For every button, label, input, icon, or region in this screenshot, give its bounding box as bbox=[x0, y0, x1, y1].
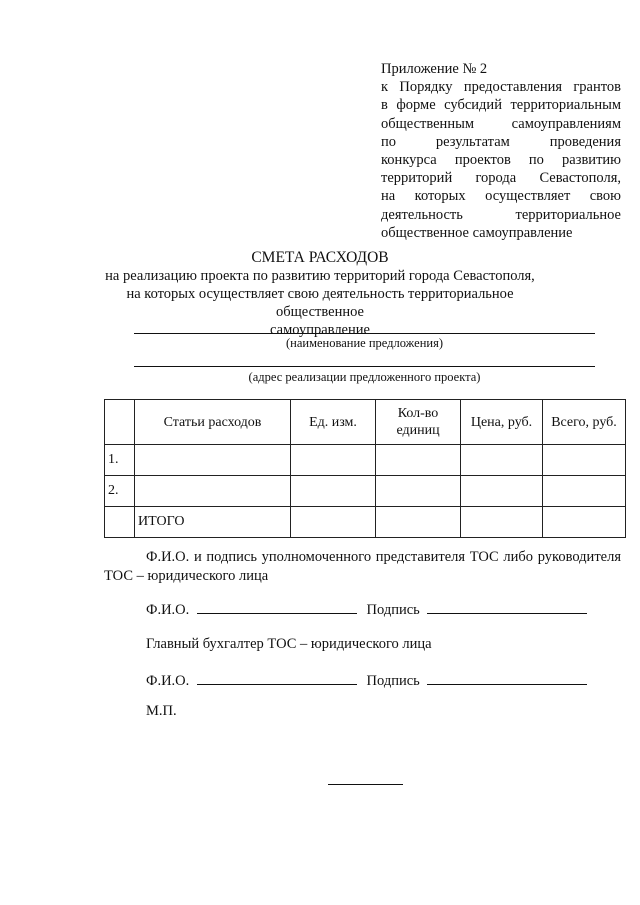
appendix-line: конкурса проектов по развитию bbox=[381, 152, 621, 169]
table-row bbox=[105, 445, 626, 476]
appendix-line: по результатам проведения bbox=[381, 133, 621, 150]
appendix-line: на которых осуществляет свою bbox=[381, 188, 621, 205]
table-cell[interactable] bbox=[135, 445, 291, 476]
table-cell[interactable] bbox=[376, 445, 461, 476]
table-cell[interactable] bbox=[461, 507, 543, 538]
appendix-line: общественным самоуправлениям bbox=[381, 115, 621, 132]
accountant-signature-row bbox=[146, 671, 587, 690]
signature-label: Подпись bbox=[366, 602, 420, 618]
signature-label: Подпись bbox=[366, 673, 420, 689]
total-label: ИТОГО bbox=[135, 507, 291, 538]
table-cell[interactable] bbox=[135, 476, 291, 507]
appendix-header bbox=[381, 60, 621, 242]
appendix-line: деятельность территориальное bbox=[381, 206, 621, 223]
table-cell[interactable] bbox=[543, 507, 626, 538]
column-header-total: Всего, руб. bbox=[543, 400, 626, 445]
title-line: на реализацию проекта по развитию территорий города Севастополя, bbox=[105, 268, 535, 284]
row-number bbox=[105, 507, 135, 538]
title-line: на которых осуществляет свою деятельность территориальное общественное bbox=[126, 286, 514, 320]
table-cell[interactable] bbox=[461, 445, 543, 476]
table-total-row bbox=[105, 507, 626, 538]
appendix-line: территорий города Севастополя, bbox=[381, 170, 621, 187]
accountant-label: Главный бухгалтер ТОС – юридического лица bbox=[146, 636, 432, 652]
proposal-name-caption: (наименование предложения) bbox=[286, 336, 443, 350]
column-header-price: Цена, руб. bbox=[461, 400, 543, 445]
table-cell[interactable] bbox=[543, 445, 626, 476]
proposal-name-line[interactable] bbox=[134, 333, 595, 334]
accountant-signature-field[interactable] bbox=[427, 671, 587, 685]
appendix-line: Приложение № 2 bbox=[381, 61, 488, 77]
signature-field[interactable] bbox=[427, 600, 587, 614]
column-header-items: Статьи расходов bbox=[135, 400, 291, 445]
row-number: 2. bbox=[105, 476, 135, 507]
title-line: самоуправление bbox=[270, 322, 370, 338]
column-header-unit: Ед. изм. bbox=[291, 400, 376, 445]
expenses-table bbox=[104, 399, 626, 538]
table-header-row bbox=[105, 400, 626, 445]
appendix-line: общественное самоуправление bbox=[381, 224, 573, 241]
fio-label: Ф.И.О. bbox=[146, 602, 190, 618]
table-cell[interactable] bbox=[376, 476, 461, 507]
table-cell[interactable] bbox=[291, 476, 376, 507]
document-title bbox=[100, 249, 540, 339]
fio-field[interactable] bbox=[197, 600, 357, 614]
appendix-line: к Порядку предоставления грантов bbox=[381, 79, 621, 96]
fio-label: Ф.И.О. bbox=[146, 673, 190, 689]
table-cell[interactable] bbox=[543, 476, 626, 507]
address-line[interactable] bbox=[134, 366, 595, 367]
signature-intro: Ф.И.О. и подпись уполномоченного представителя ТОС либо руководителя ТОС – юридического лица bbox=[104, 549, 621, 584]
fio-signature-row bbox=[146, 600, 587, 619]
closing-divider bbox=[328, 784, 403, 785]
table-cell[interactable] bbox=[291, 445, 376, 476]
title-heading: СМЕТА РАСХОДОВ bbox=[251, 249, 389, 266]
table-row bbox=[105, 476, 626, 507]
stamp-label: М.П. bbox=[146, 703, 177, 719]
accountant-fio-field[interactable] bbox=[197, 671, 357, 685]
appendix-line: в форме субсидий территориальным bbox=[381, 97, 621, 114]
table-cell[interactable] bbox=[291, 507, 376, 538]
row-number: 1. bbox=[105, 445, 135, 476]
column-header-number bbox=[105, 400, 135, 445]
table-cell[interactable] bbox=[376, 507, 461, 538]
column-header-quantity: Кол-во единиц bbox=[376, 400, 461, 445]
address-caption: (адрес реализации предложенного проекта) bbox=[248, 370, 481, 384]
table-cell[interactable] bbox=[461, 476, 543, 507]
